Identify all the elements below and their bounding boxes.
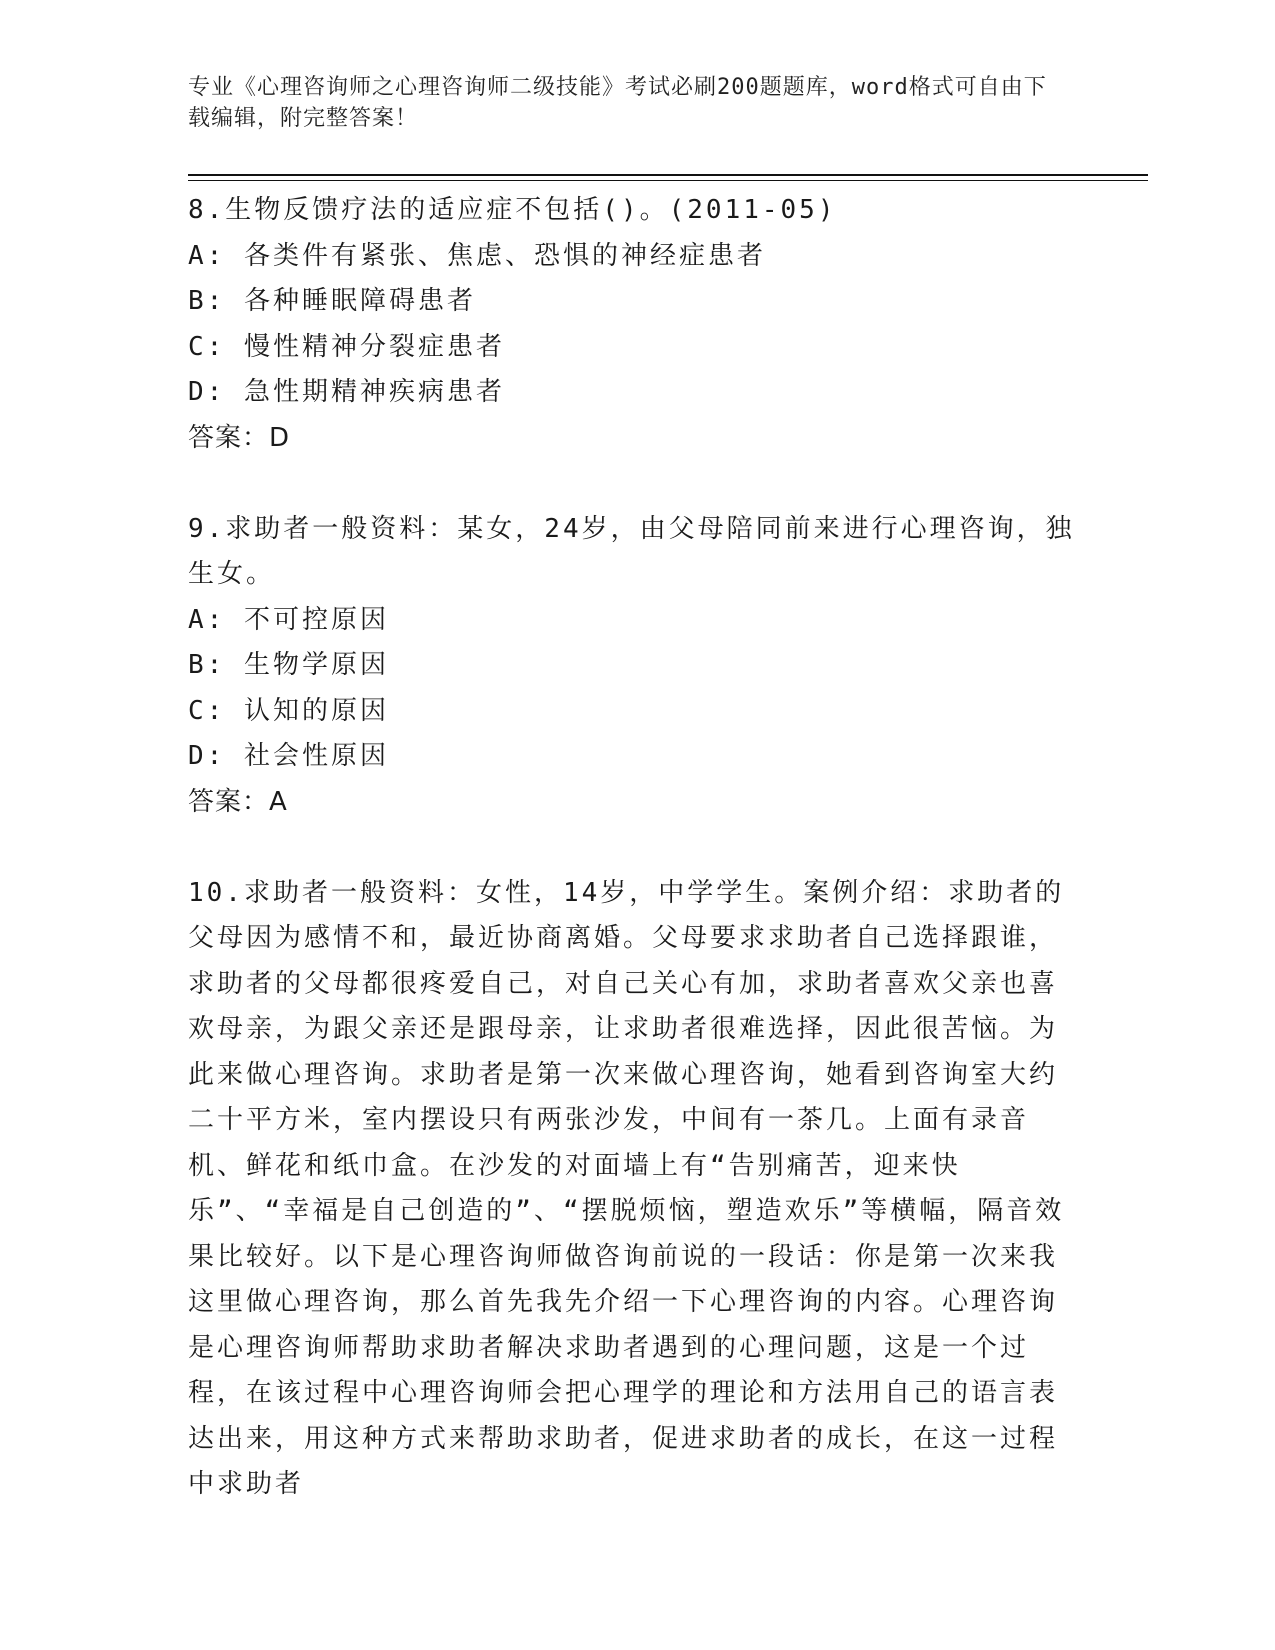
question-stem: 10.求助者一般资料：女性，14岁，中学学生。案例介绍：求助者的父母因为感情不和，最近协商离婚。父母要求求助者自己选择跟谁，求助者的父母都很疼爱自己，对自己关心有加，求助者喜欢父亲也喜欢母亲，为跟父亲还是跟母亲，让求助者很难选择，因此很苦恼。为此来做心理咨询。求助者是第一次来做心理咨询，她看到咨询室大约二十平方米，室内摆设只有两张沙发，中间有一茶几。上面有录音机、鲜花和纸巾盒。在沙发的对面墙上有“告别痛苦，迎来快乐”、“幸福是自己创造的”、“摆脱烦恼，塑造欢乐”等横幅，隔音效果比较好。以下是心理咨询师做咨询前说的一段话：你是第一次来我这里做心理咨询，那么首先我先介绍一下心理咨询的内容。心理咨询是心理咨询师帮助求助者解决求助者遇到的心理问题，这是一个过程，在该过程中心理咨询师会把心理学的理论和方法用自己的语言表达出来，用这种方式来帮助求助者，促进求助者的成长，在这一过程中求助者 (188, 877, 1065, 1499)
question-10 (188, 871, 1078, 1508)
question-8 (188, 188, 1078, 461)
option-a: A: 不可控原因 (188, 604, 389, 635)
option-d: D: 社会性原因 (188, 741, 389, 771)
document-header: 专业《心理咨询师之心理咨询师二级技能》考试必刷200题题库，word格式可自由下载编辑，附完整答案！ (188, 75, 1047, 131)
answer-label: 答案：D (188, 422, 291, 453)
option-a: A: 各类件有紧张、焦虑、恐惧的神经症患者 (188, 240, 766, 271)
question-stem: 8.生物反馈疗法的适应症不包括()。(2011-05) (188, 195, 837, 225)
header-divider-thin (188, 180, 1148, 181)
question-spacer (188, 461, 1078, 507)
option-b: B: 生物学原因 (188, 650, 389, 680)
option-c: C: 慢性精神分裂症患者 (188, 331, 505, 362)
option-c: C: 认知的原因 (188, 695, 389, 726)
option-d: D: 急性期精神疾病患者 (188, 377, 505, 407)
question-stem: 9.求助者一般资料：某女，24岁，由父母陪同前来进行心理咨询，独生女。 (188, 513, 1075, 589)
question-list (188, 188, 1078, 1508)
option-b: B: 各种睡眠障碍患者 (188, 286, 476, 316)
header-divider-thick (188, 174, 1148, 176)
question-spacer (188, 825, 1078, 871)
answer-label: 答案：A (188, 786, 288, 817)
question-9 (188, 507, 1078, 826)
